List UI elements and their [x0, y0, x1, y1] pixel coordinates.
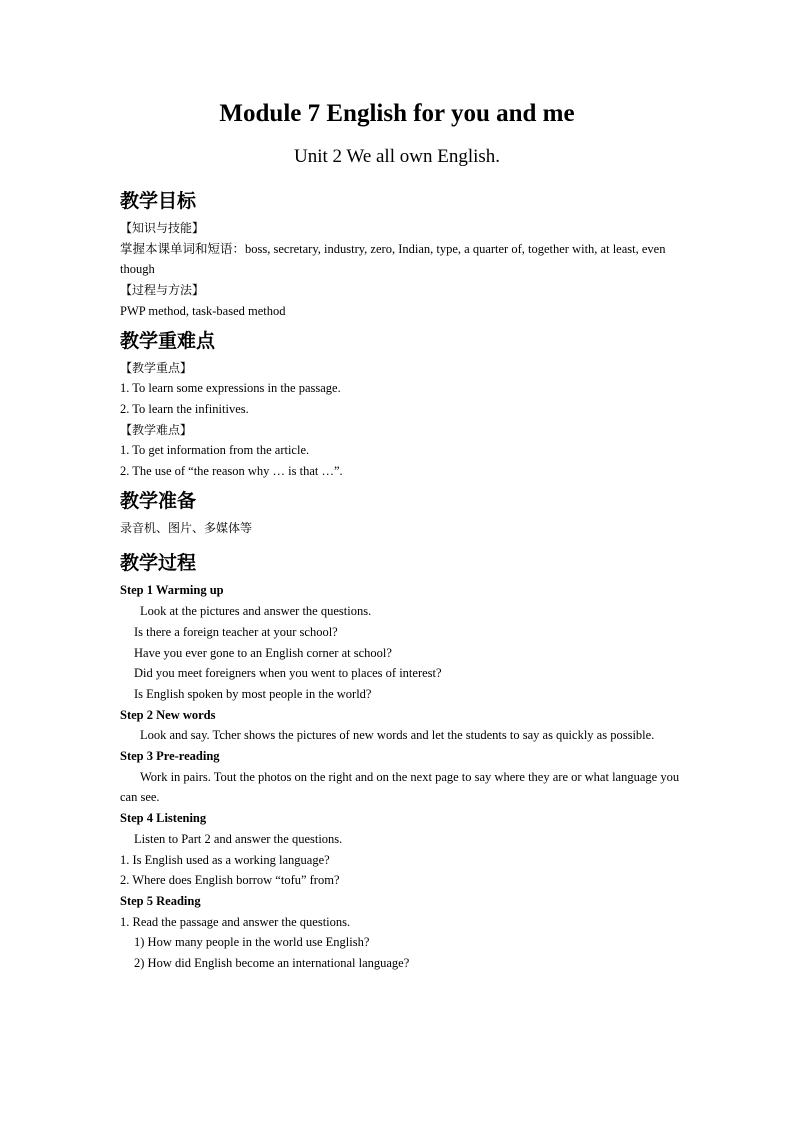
step3-title: Step 3 Pre-reading [120, 749, 220, 764]
process-label: 【过程与方法】 [120, 283, 205, 298]
step1-title: Step 1 Warming up [120, 583, 224, 598]
step1-line: Look at the pictures and answer the questions. [140, 604, 372, 619]
preparation-text: 录音机、图片、多媒体等 [120, 520, 253, 535]
step2-title: Step 2 New words [120, 707, 216, 722]
step5-item: 2) How did English become an international language? [134, 956, 410, 971]
knowledge-label: 【知识与技能】 [120, 221, 205, 235]
step5-item: 1) How many people in the world use English? [134, 935, 370, 950]
step2-text: Look and say. Tcher shows the pictures of new words and let the students to say as quickly as possible. [140, 728, 655, 743]
difficulty-item: 2. The use of “the reason why … is that …”. [120, 464, 343, 479]
step1-line: Did you meet foreigners when you went to places of interest? [134, 666, 442, 681]
step1-line: Is English spoken by most people in the world? [134, 686, 372, 701]
step4-title: Step 4 Listening [120, 811, 207, 826]
difficulty-item: 1. To get information from the article. [120, 443, 310, 458]
knowledge-text: 掌握本课单词和短语：boss, secretary, industry, zero, Indian, type, a quarter of, together with, at least, even though [120, 241, 666, 277]
step1-line: Is there a foreign teacher at your school? [134, 624, 338, 639]
process-heading: 教学过程 [120, 552, 197, 575]
document-body [120, 184, 680, 974]
document-subtitle: Unit 2 We all own English. [293, 146, 501, 167]
document-title: Module 7 English for you and me [219, 100, 575, 127]
step4-item: 1. Is English used as a working language? [120, 852, 330, 867]
step3-text: Work in pairs. Tout the photos on the right and on the next page to say where they are or what language you can see. [120, 769, 680, 805]
key-points-heading: 教学重难点 [120, 329, 216, 352]
preparation-heading: 教学准备 [120, 489, 197, 512]
step4-intro: Listen to Part 2 and answer the questions. [134, 831, 343, 846]
step5-title: Step 5 Reading [120, 893, 201, 908]
process-text: PWP method, task-based method [120, 303, 286, 318]
difficulty-label: 【教学难点】 [120, 422, 193, 437]
objectives-heading: 教学目标 [120, 190, 197, 212]
step5-intro: 1. Read the passage and answer the questions. [120, 914, 351, 929]
focus-item: 2. To learn the infinitives. [120, 401, 249, 416]
focus-item: 1. To learn some expressions in the passage. [120, 381, 341, 396]
step1-line: Have you ever gone to an English corner at school? [134, 645, 392, 660]
focus-label: 【教学重点】 [120, 360, 193, 375]
step4-item: 2. Where does English borrow “tofu” from? [120, 873, 340, 888]
